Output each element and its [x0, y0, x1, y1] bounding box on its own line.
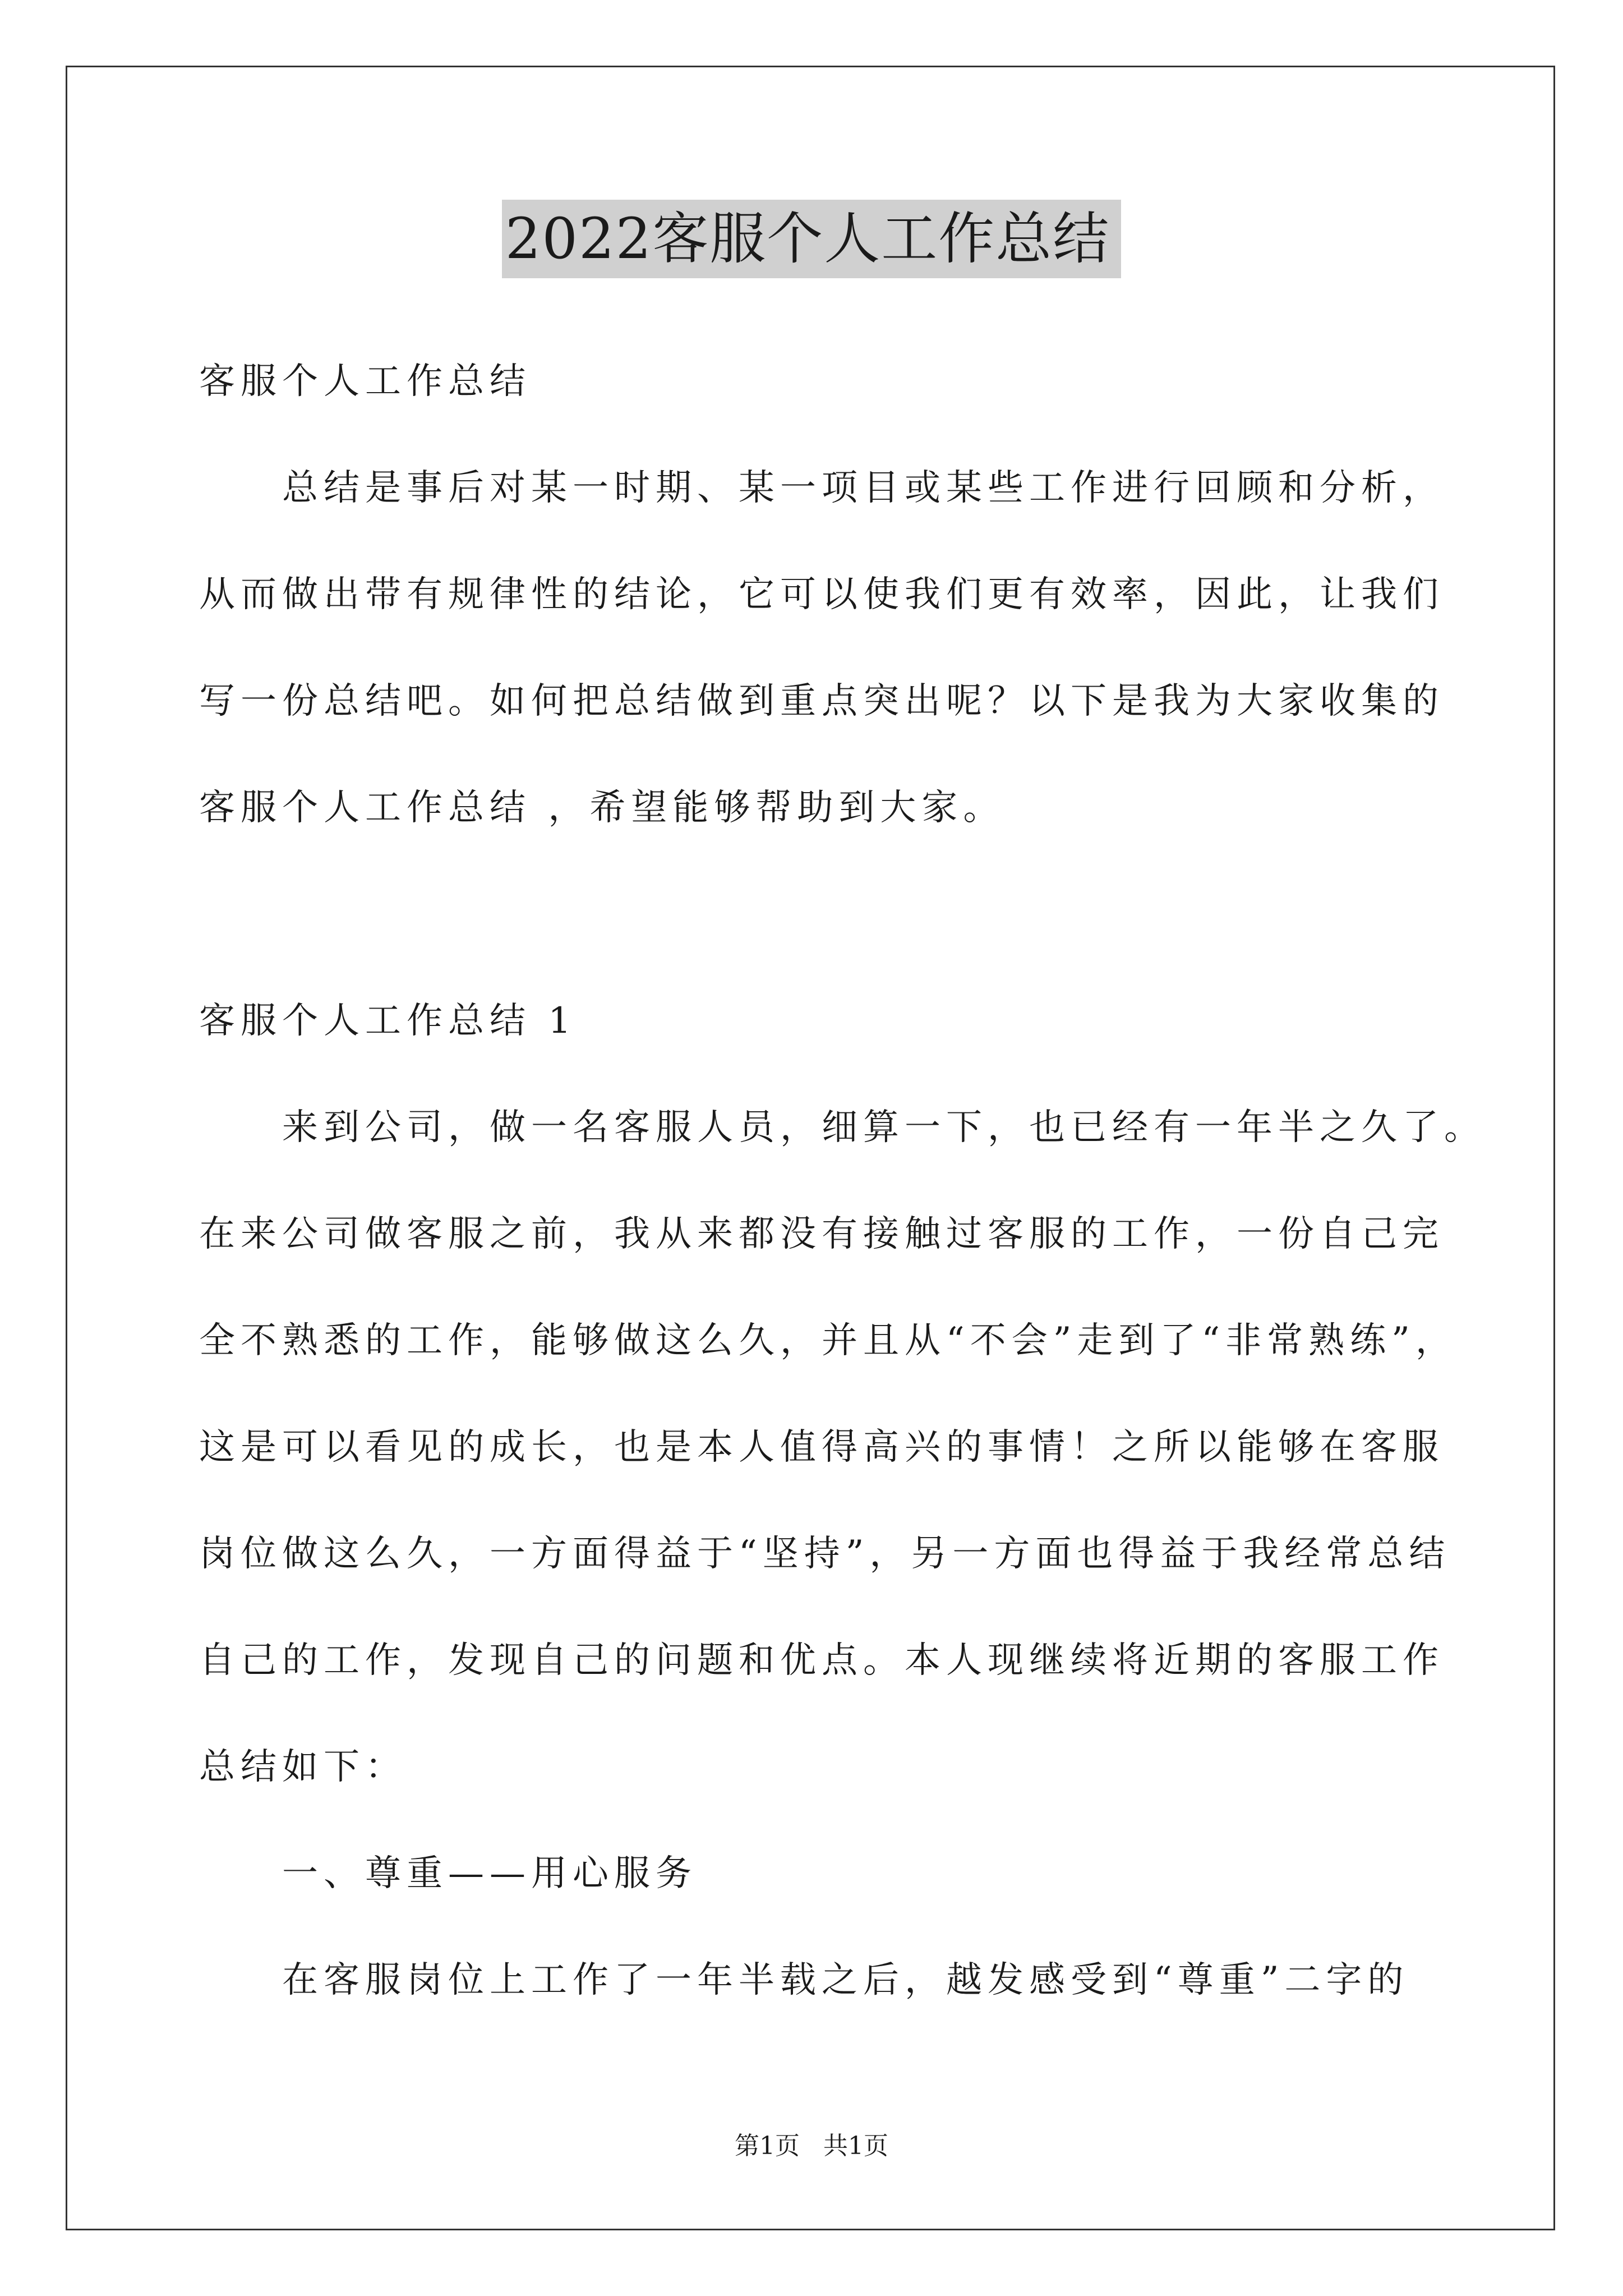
paragraph-line: 这是可以看见的成长，也是本人值得高兴的事情！之所以能够在客服: [199, 1427, 1444, 1468]
title-container: [0, 200, 1623, 278]
paragraph-line: 写一份总结吧。如何把总结做到重点突出呢？以下是我为大家收集的: [199, 680, 1444, 722]
section-heading: 客服个人工作总结: [199, 361, 531, 402]
document-title: 2022客服个人工作总结: [502, 200, 1122, 278]
paragraph-line: 自己的工作，发现自己的问题和优点。本人现继续将近期的客服工作: [199, 1640, 1444, 1681]
paragraph-line: 全不熟悉的工作，能够做这么久，并且从“不会”走到了“非常熟练”，: [199, 1320, 1457, 1361]
page-footer: 第1页 共1页: [735, 2132, 888, 2160]
paragraph-line: 总结如下：: [199, 1746, 407, 1788]
paragraph-line: 总结是事后对某一时期、某一项目或某些工作进行回顾和分析，: [282, 467, 1444, 509]
paragraph-line: 在客服岗位上工作了一年半载之后，越发感受到“尊重”二字的: [282, 1959, 1409, 2001]
section-heading: 客服个人工作总结 1: [199, 1000, 577, 1042]
paragraph-line: 岗位做这么久，一方面得益于“坚持”，另一方面也得益于我经常总结: [199, 1533, 1451, 1575]
paragraph-line: 来到公司，做一名客服人员，细算一下，也已经有一年半之久了。: [282, 1107, 1486, 1148]
paragraph-line: 从而做出带有规律性的结论，它可以使我们更有效率，因此，让我们: [199, 574, 1444, 615]
subsection-heading: 一、尊重——用心服务: [282, 1853, 697, 1894]
paragraph-line: 在来公司做客服之前，我从来都没有接触过客服的工作，一份自己完: [199, 1213, 1444, 1255]
paragraph-line: 客服个人工作总结 ，希望能够帮助到大家。: [199, 787, 1005, 829]
